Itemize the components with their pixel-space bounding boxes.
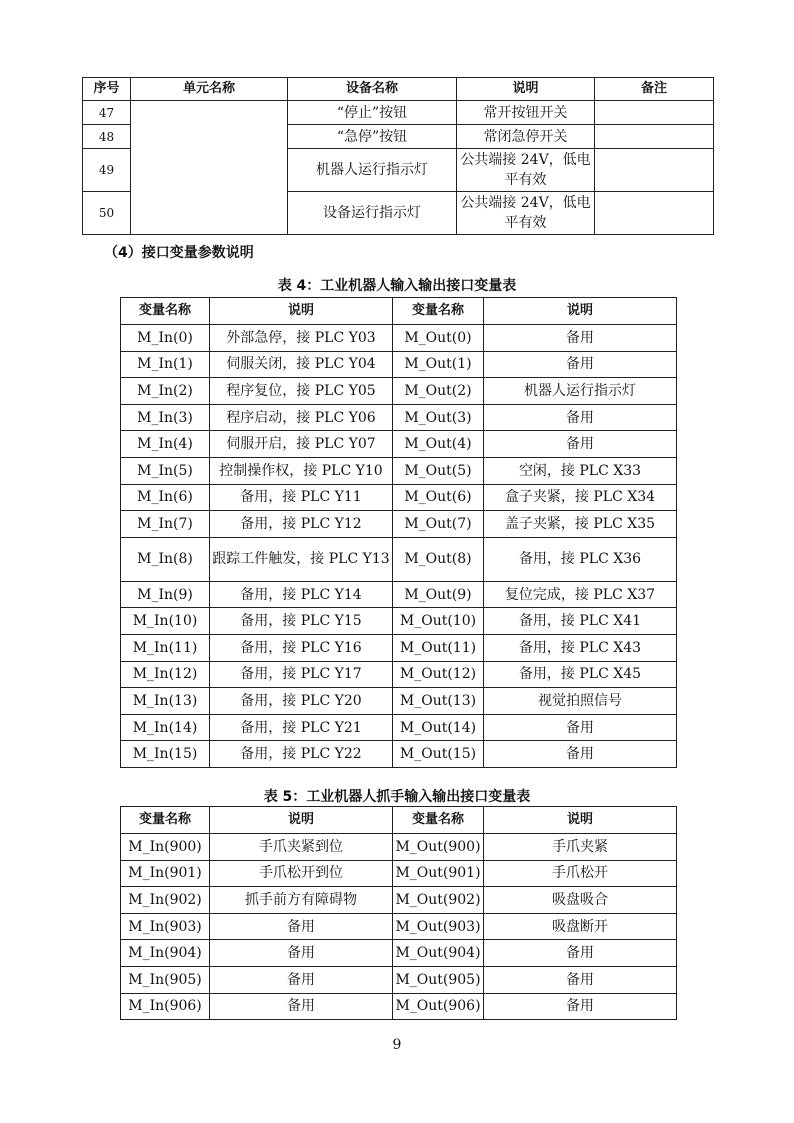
output-variable: M_Out(6) [393,484,484,511]
device-description: 公共端接 24V，低电平有效 [457,149,595,192]
input-variable: M_In(900) [121,834,210,861]
table-row [83,101,714,125]
table-row [121,834,677,861]
output-variable: M_Out(4) [393,431,484,458]
input-variable: M_In(1) [121,351,210,378]
input-variable: M_In(906) [121,993,210,1020]
row-index: 49 [83,149,131,192]
input-description: 备用 [210,940,393,967]
table-row [121,634,677,661]
header-description: 说明 [484,298,677,325]
table-row [121,404,677,431]
output-description: 备用 [484,714,677,741]
output-variable: M_Out(0) [393,325,484,352]
input-variable: M_In(2) [121,378,210,405]
input-variable: M_In(7) [121,511,210,538]
row-index: 50 [83,192,131,235]
table-row [121,887,677,914]
input-description: 备用，接 PLC Y16 [210,634,393,661]
header-description: 说明 [457,78,595,101]
header-variable-name: 变量名称 [121,298,210,325]
output-variable: M_Out(15) [393,741,484,768]
input-description: 备用，接 PLC Y11 [210,484,393,511]
table-row [121,325,677,352]
header-description: 说明 [484,807,677,834]
output-description: 备用 [484,404,677,431]
section-title: （4）接口变量参数说明 [104,245,254,261]
input-description: 备用，接 PLC Y20 [210,688,393,715]
output-description: 备用 [484,940,677,967]
output-variable: M_Out(8) [393,537,484,581]
table-row [121,457,677,484]
output-variable: M_Out(5) [393,457,484,484]
input-variable: M_In(4) [121,431,210,458]
input-description: 备用，接 PLC Y12 [210,511,393,538]
output-variable: M_Out(12) [393,661,484,688]
output-variable: M_Out(10) [393,608,484,635]
input-description: 外部急停，接 PLC Y03 [210,325,393,352]
output-variable: M_Out(2) [393,378,484,405]
table-row [121,661,677,688]
input-description: 备用，接 PLC Y21 [210,714,393,741]
input-description: 程序启动，接 PLC Y06 [210,404,393,431]
output-description: 盖子夹紧，接 PLC X35 [484,511,677,538]
gripper-io-table [120,806,677,1020]
header-unit-name: 单元名称 [131,78,288,101]
input-variable: M_In(3) [121,404,210,431]
table-row [121,511,677,538]
output-description: 空闲，接 PLC X33 [484,457,677,484]
device-remark [595,125,714,149]
table-row [121,913,677,940]
input-description: 手爪松开到位 [210,860,393,887]
input-description: 伺服关闭，接 PLC Y04 [210,351,393,378]
table-row [121,993,677,1020]
output-description: 手爪夹紧 [484,834,677,861]
input-variable: M_In(10) [121,608,210,635]
output-description: 手爪松开 [484,860,677,887]
header-variable-name: 变量名称 [393,298,484,325]
header-description: 说明 [210,807,393,834]
output-variable: M_Out(906) [393,993,484,1020]
table-row [121,714,677,741]
header-index: 序号 [83,78,131,101]
table-row [121,966,677,993]
input-description: 备用 [210,913,393,940]
input-description: 备用，接 PLC Y17 [210,661,393,688]
output-variable: M_Out(902) [393,887,484,914]
row-index: 47 [83,101,131,125]
device-table [82,77,714,235]
output-variable: M_Out(900) [393,834,484,861]
device-name: 设备运行指示灯 [288,192,457,235]
table-row [121,581,677,608]
input-description: 备用 [210,993,393,1020]
device-name: “急停”按钮 [288,125,457,149]
output-description: 复位完成，接 PLC X37 [484,581,677,608]
device-description: 常闭急停开关 [457,125,595,149]
input-description: 备用，接 PLC Y14 [210,581,393,608]
output-description: 备用 [484,325,677,352]
input-description: 伺服开启，接 PLC Y07 [210,431,393,458]
output-description: 备用 [484,966,677,993]
header-description: 说明 [210,298,393,325]
device-remark [595,192,714,235]
output-variable: M_Out(14) [393,714,484,741]
input-variable: M_In(8) [121,537,210,581]
header-remark: 备注 [595,78,714,101]
output-variable: M_Out(7) [393,511,484,538]
table4-caption: 表 4：工业机器人输入输出接口变量表 [277,278,517,294]
output-variable: M_Out(11) [393,634,484,661]
table-row [121,378,677,405]
input-variable: M_In(905) [121,966,210,993]
device-description: 常开按钮开关 [457,101,595,125]
input-description: 跟踪工件触发，接 PLC Y13 [210,537,393,581]
output-description: 吸盘断开 [484,913,677,940]
header-device-name: 设备名称 [288,78,457,101]
page-number: 9 [392,1037,402,1053]
input-variable: M_In(0) [121,325,210,352]
input-description: 控制操作权，接 PLC Y10 [210,457,393,484]
device-remark [595,149,714,192]
input-variable: M_In(15) [121,741,210,768]
output-description: 备用，接 PLC X36 [484,537,677,581]
table-row [121,484,677,511]
input-variable: M_In(11) [121,634,210,661]
output-description: 备用，接 PLC X43 [484,634,677,661]
table-row [121,351,677,378]
table-row [121,537,677,581]
output-variable: M_Out(13) [393,688,484,715]
input-description: 备用，接 PLC Y22 [210,741,393,768]
input-description: 手爪夹紧到位 [210,834,393,861]
output-variable: M_Out(901) [393,860,484,887]
input-variable: M_In(901) [121,860,210,887]
input-variable: M_In(13) [121,688,210,715]
output-description: 机器人运行指示灯 [484,378,677,405]
output-description: 备用 [484,741,677,768]
table5-caption: 表 5：工业机器人抓手输入输出接口变量表 [263,789,531,805]
output-description: 备用，接 PLC X41 [484,608,677,635]
input-description: 程序复位，接 PLC Y05 [210,378,393,405]
device-description: 公共端接 24V，低电平有效 [457,192,595,235]
output-description: 备用 [484,351,677,378]
input-variable: M_In(904) [121,940,210,967]
input-variable: M_In(902) [121,887,210,914]
table-row [121,860,677,887]
device-name: “停止”按钮 [288,101,457,125]
table-row [121,940,677,967]
robot-io-table-header [121,298,677,325]
device-remark [595,101,714,125]
row-index: 48 [83,125,131,149]
input-variable: M_In(14) [121,714,210,741]
output-description: 盒子夹紧，接 PLC X34 [484,484,677,511]
output-variable: M_Out(1) [393,351,484,378]
header-variable-name: 变量名称 [393,807,484,834]
output-description: 备用 [484,993,677,1020]
output-variable: M_Out(905) [393,966,484,993]
output-description: 备用 [484,431,677,458]
unit-name-cell [131,101,288,235]
output-variable: M_Out(903) [393,913,484,940]
output-description: 吸盘吸合 [484,887,677,914]
input-variable: M_In(5) [121,457,210,484]
output-description: 备用，接 PLC X45 [484,661,677,688]
input-description: 抓手前方有障碍物 [210,887,393,914]
table-row [121,741,677,768]
table-row [121,431,677,458]
output-variable: M_Out(3) [393,404,484,431]
input-variable: M_In(9) [121,581,210,608]
header-variable-name: 变量名称 [121,807,210,834]
input-variable: M_In(12) [121,661,210,688]
output-variable: M_Out(904) [393,940,484,967]
input-variable: M_In(6) [121,484,210,511]
table-row [121,608,677,635]
device-name: 机器人运行指示灯 [288,149,457,192]
robot-io-table [120,297,677,768]
input-description: 备用 [210,966,393,993]
table-row [121,688,677,715]
input-description: 备用，接 PLC Y15 [210,608,393,635]
input-variable: M_In(903) [121,913,210,940]
output-variable: M_Out(9) [393,581,484,608]
output-description: 视觉拍照信号 [484,688,677,715]
gripper-io-table-header [121,807,677,834]
device-table-header [83,78,714,101]
